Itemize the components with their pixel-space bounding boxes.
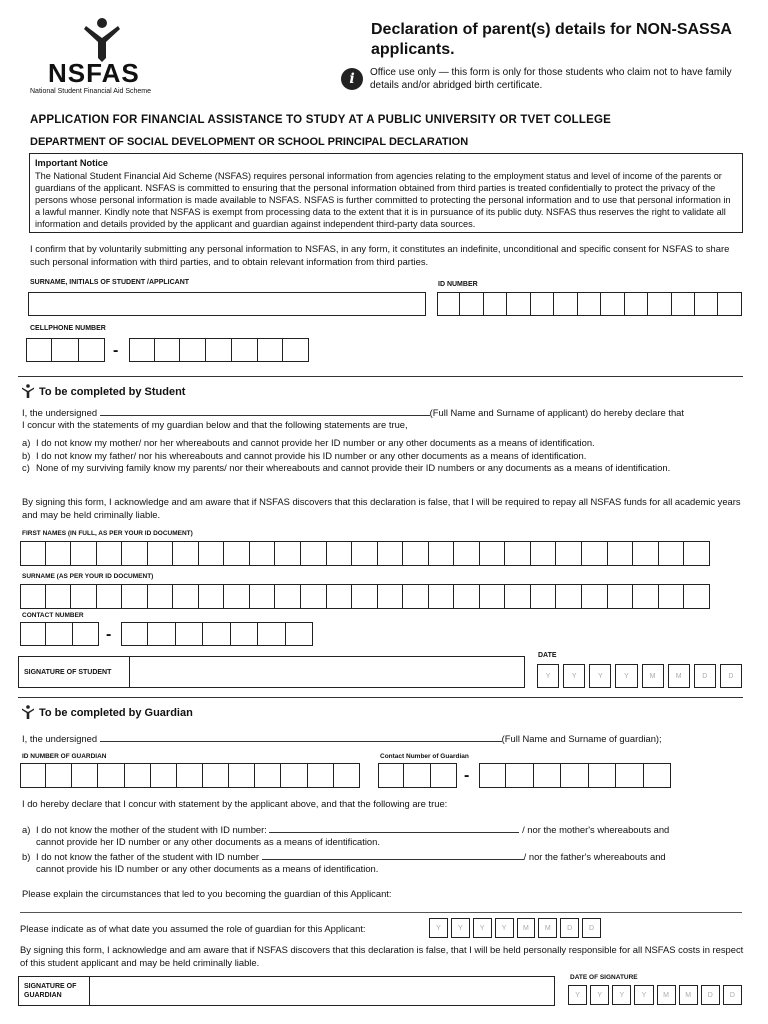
input-cell[interactable]	[334, 763, 360, 788]
cellphone-number-input[interactable]	[129, 338, 309, 362]
consent-statement: I confirm that by voluntarily submitting any personal information to NSFAS, in any form, it constitutes an indefinite, unconditional and specific consent for NSFAS to share such personal information with third parties, and to obtain relevant information from third parties.	[30, 243, 730, 267]
input-cell[interactable]	[327, 541, 353, 566]
input-cell[interactable]: M	[668, 664, 690, 688]
brand-name: NSFAS	[48, 58, 140, 88]
person-icon	[22, 705, 34, 719]
privacy-notice-box	[29, 153, 743, 233]
guardian-acknowledgement: By signing this form, I acknowledge and am aware that if NSFAS discovers that this declaration is false, that I will be held personally responsible for all NSFAS costs in respect of this student applicant and may be held criminally liable.	[20, 944, 744, 968]
input-cell[interactable]	[46, 584, 72, 609]
student-acknowledgement: By signing this form, I acknowledge and am aware that if NSFAS discovers that this declaration is false, that I will be required to repay all NSFAS funds for all academic years and may be held criminally liable.	[22, 496, 741, 520]
input-cell[interactable]	[20, 763, 46, 788]
input-cell[interactable]	[429, 584, 455, 609]
input-cell[interactable]	[173, 584, 199, 609]
input-cell[interactable]	[589, 763, 616, 788]
input-cell[interactable]	[98, 763, 124, 788]
input-cell[interactable]	[644, 763, 671, 788]
info-note: Office use only — this form is only for those students who claim not to have family details and/or abridged birth certificate.	[370, 67, 732, 91]
student-concur-text: I concur with the statements of my guardian below and that the following statements are true,	[22, 419, 408, 430]
input-cell[interactable]	[601, 292, 624, 316]
guardian-contact-label: Contact Number of Guardian	[380, 753, 469, 760]
input-cell[interactable]	[224, 541, 250, 566]
cellphone-dash: -	[113, 342, 119, 359]
surname-label: SURNAME (AS PER YOUR ID DOCUMENT)	[22, 573, 154, 580]
input-cell[interactable]	[275, 584, 301, 609]
surname-input[interactable]	[20, 584, 710, 609]
input-cell[interactable]	[148, 584, 174, 609]
input-cell[interactable]	[633, 541, 659, 566]
guardian-section-title: To be completed by Guardian	[39, 707, 193, 719]
input-cell[interactable]	[531, 584, 557, 609]
input-cell[interactable]	[258, 622, 285, 646]
input-cell[interactable]	[378, 541, 404, 566]
guardian-contact-number-input[interactable]	[479, 763, 671, 788]
input-cell[interactable]	[283, 338, 309, 362]
input-cell[interactable]: M	[538, 918, 557, 938]
list-marker: a)	[22, 437, 31, 448]
student-date-input[interactable]	[537, 664, 742, 688]
input-cell[interactable]	[97, 541, 123, 566]
undersigned-suffix: (Full Name and Surname of guardian);	[501, 733, 662, 744]
input-cell[interactable]	[352, 584, 378, 609]
applicant-id-number-input[interactable]	[437, 292, 742, 316]
nsfas-logo	[30, 14, 180, 100]
document-title: Declaration of parent(s) details for NON-SASSA applicants.	[371, 21, 732, 58]
input-cell[interactable]	[659, 584, 685, 609]
guardian-signature-input[interactable]	[89, 976, 555, 1006]
student-signature-label: SIGNATURE OF STUDENT	[18, 656, 130, 688]
input-cell[interactable]	[46, 541, 72, 566]
input-cell[interactable]	[659, 541, 685, 566]
input-cell[interactable]: M	[517, 918, 536, 938]
input-cell[interactable]: M	[679, 985, 698, 1005]
input-cell[interactable]	[199, 541, 225, 566]
student-signature-input[interactable]	[129, 656, 525, 688]
statement-text: I do not know the father of the student with ID number	[36, 851, 260, 862]
input-cell[interactable]	[505, 541, 531, 566]
statement-text: I do not know my mother/ nor her whereabouts and cannot provide her ID number or any other documents as a means of identification.	[36, 437, 595, 448]
list-item	[22, 462, 747, 475]
input-cell[interactable]	[327, 584, 353, 609]
brand-subtitle: National Student Financial Aid Scheme	[30, 88, 152, 95]
person-icon	[22, 384, 34, 398]
guardian-assumed-date-prompt: Please indicate as of what date you assumed the role of guardian for this Applicant:	[20, 923, 366, 934]
list-marker: a)	[22, 824, 31, 835]
input-cell[interactable]	[286, 622, 313, 646]
input-cell[interactable]	[73, 622, 99, 646]
guardian-contact-dash: -	[464, 767, 470, 784]
input-cell[interactable]	[352, 541, 378, 566]
input-cell[interactable]	[52, 338, 78, 362]
input-cell[interactable]	[26, 338, 52, 362]
input-cell[interactable]: D	[582, 918, 601, 938]
input-cell[interactable]: M	[657, 985, 676, 1005]
input-cell[interactable]: D	[723, 985, 742, 1005]
info-icon: i	[341, 68, 363, 90]
input-cell[interactable]	[554, 292, 577, 316]
input-cell[interactable]	[582, 541, 608, 566]
input-cell[interactable]	[122, 541, 148, 566]
input-cell[interactable]	[608, 541, 634, 566]
cellphone-label: CELLPHONE NUMBER	[30, 325, 106, 332]
input-cell[interactable]	[79, 338, 105, 362]
first-names-label: FIRST NAMES (IN FULL, AS PER YOUR ID DOCUMENT)	[22, 530, 193, 537]
sub-heading: DEPARTMENT OF SOCIAL DEVELOPMENT OR SCHOOL PRINCIPAL DECLARATION	[30, 136, 469, 148]
input-cell[interactable]	[480, 584, 506, 609]
input-cell[interactable]	[231, 622, 258, 646]
input-cell[interactable]	[148, 622, 175, 646]
undersigned-prefix: I, the undersigned	[22, 407, 98, 418]
guardian-id-label: ID NUMBER OF GUARDIAN	[22, 753, 107, 760]
input-cell[interactable]	[71, 541, 97, 566]
input-cell[interactable]: D	[720, 664, 742, 688]
input-cell[interactable]	[616, 763, 643, 788]
input-cell[interactable]	[20, 584, 46, 609]
input-cell[interactable]	[224, 584, 250, 609]
input-cell[interactable]	[301, 584, 327, 609]
input-cell[interactable]: Y	[537, 664, 559, 688]
input-cell[interactable]	[72, 763, 98, 788]
input-cell[interactable]	[625, 292, 648, 316]
input-cell[interactable]	[684, 541, 710, 566]
input-cell[interactable]: Y	[429, 918, 448, 938]
input-cell[interactable]	[275, 541, 301, 566]
input-cell[interactable]	[506, 763, 533, 788]
main-heading: APPLICATION FOR FINANCIAL ASSISTANCE TO STUDY AT A PUBLIC UNIVERSITY OR TVET COLLEGE	[30, 114, 611, 126]
input-cell[interactable]	[232, 338, 258, 362]
input-cell[interactable]	[531, 541, 557, 566]
input-cell[interactable]	[403, 541, 429, 566]
input-cell[interactable]: Y	[634, 985, 653, 1005]
student-undersigned-line	[22, 406, 684, 419]
input-cell[interactable]	[404, 763, 430, 788]
guardian-statement-a	[22, 823, 669, 836]
guardian-undersigned-line	[22, 732, 662, 745]
input-cell[interactable]	[480, 541, 506, 566]
input-cell[interactable]: Y	[473, 918, 492, 938]
guardian-explain-input[interactable]	[20, 912, 742, 913]
input-cell[interactable]: Y	[495, 918, 514, 938]
input-cell[interactable]	[378, 584, 404, 609]
guardian-assumed-date-input[interactable]	[429, 918, 601, 938]
input-cell[interactable]: Y	[563, 664, 585, 688]
input-cell[interactable]	[608, 584, 634, 609]
input-cell[interactable]	[301, 541, 327, 566]
input-cell[interactable]	[250, 541, 276, 566]
input-cell[interactable]	[431, 763, 457, 788]
input-cell[interactable]	[255, 763, 281, 788]
input-cell[interactable]	[129, 338, 155, 362]
guardian-section-divider	[18, 697, 743, 698]
input-cell[interactable]	[484, 292, 507, 316]
input-cell[interactable]	[203, 622, 230, 646]
input-cell[interactable]	[633, 584, 659, 609]
input-cell[interactable]	[20, 622, 46, 646]
input-cell[interactable]	[229, 763, 255, 788]
guardian-id-input[interactable]	[20, 763, 360, 788]
input-cell[interactable]	[206, 338, 232, 362]
guardian-statement-b-cont: cannot provide his ID number or any other documents as a means of identification.	[36, 863, 379, 874]
id-number-label: ID NUMBER	[438, 281, 478, 288]
list-marker: b)	[22, 449, 31, 461]
input-cell[interactable]	[199, 584, 225, 609]
list-item	[22, 437, 747, 450]
input-cell[interactable]	[125, 763, 151, 788]
input-cell[interactable]	[648, 292, 671, 316]
input-cell[interactable]	[71, 584, 97, 609]
guardian-statement-b	[22, 850, 666, 863]
contact-dash: -	[106, 626, 112, 643]
statement-text: I do not know my father/ nor his whereabouts and cannot provide his ID number or any other documents as a means of identification.	[36, 449, 587, 461]
input-cell[interactable]	[582, 584, 608, 609]
input-cell[interactable]	[505, 584, 531, 609]
input-cell[interactable]	[695, 292, 718, 316]
surname-initials-label: SURNAME, INITIALS OF STUDENT /APPLICANT	[30, 279, 190, 286]
input-cell[interactable]: Y	[612, 985, 631, 1005]
input-cell[interactable]	[507, 292, 530, 316]
input-cell[interactable]	[561, 763, 588, 788]
guardian-explain-prompt: Please explain the circumstances that led to you becoming the guardian of this Applicant:	[22, 888, 392, 899]
input-cell[interactable]: Y	[590, 985, 609, 1005]
input-cell[interactable]	[718, 292, 741, 316]
list-marker: b)	[22, 851, 31, 862]
input-cell[interactable]	[479, 763, 506, 788]
input-cell[interactable]	[155, 338, 181, 362]
notice-text: The National Student Financial Aid Scheme (NSFAS) requires personal information from agencies relating to the employment status and level of income of the parents or guardians of the applicant. NSFAS is committed to ensuring that the personal information obtained from third parties is treated confidentially to protect the privacy of the persons whose personal information is made available to NSFAS. NSFAS is further committed to protecting the personal information and to use that personal information in a lawful manner. Kindly note that NSFAS is exempt from processing data to the extent that it is in pursuance of its public duty. NSFAS thus reserves the right to validate all information and details provided by the applicant and guardian against independent third-party data sources.	[35, 171, 731, 229]
student-section-divider	[18, 376, 743, 377]
guardian-section-heading	[22, 705, 193, 719]
input-cell[interactable]	[403, 584, 429, 609]
input-cell[interactable]	[258, 338, 284, 362]
guardian-date-input[interactable]	[568, 985, 742, 1005]
input-cell[interactable]	[437, 292, 460, 316]
list-marker: c)	[22, 462, 30, 473]
undersigned-suffix: (Full Name and Surname of applicant) do hereby declare that	[429, 407, 684, 418]
student-full-name-input[interactable]	[100, 406, 430, 416]
input-cell[interactable]	[531, 292, 554, 316]
input-cell[interactable]: Y	[615, 664, 637, 688]
input-cell[interactable]	[203, 763, 229, 788]
student-section-heading	[22, 384, 185, 398]
contact-prefix-input[interactable]	[20, 622, 99, 646]
input-cell[interactable]	[460, 292, 483, 316]
statement-text: None of my surviving family know my parents/ nor their whereabouts and cannot provide their ID numbers or any documents as a means of identification.	[36, 462, 671, 473]
student-date-label: DATE	[538, 652, 557, 659]
contact-number-input[interactable]	[121, 622, 313, 646]
input-cell[interactable]	[122, 584, 148, 609]
list-item	[22, 450, 747, 463]
undersigned-prefix: I, the undersigned	[22, 733, 98, 744]
input-cell[interactable]	[177, 763, 203, 788]
statement-text: I do not know the mother of the student with ID number:	[36, 824, 267, 835]
input-cell[interactable]: Y	[568, 985, 587, 1005]
input-cell[interactable]	[46, 622, 72, 646]
input-cell[interactable]	[97, 584, 123, 609]
input-cell[interactable]	[250, 584, 276, 609]
input-cell[interactable]	[308, 763, 334, 788]
statement-tail: / nor the mother's whereabouts and	[522, 824, 670, 835]
input-cell[interactable]	[429, 541, 455, 566]
input-cell[interactable]	[556, 541, 582, 566]
input-cell[interactable]	[378, 763, 404, 788]
statement-tail: / nor the father's whereabouts and	[523, 851, 666, 862]
input-cell[interactable]	[684, 584, 710, 609]
student-statements-list	[22, 437, 747, 475]
input-cell[interactable]: D	[560, 918, 579, 938]
input-cell[interactable]: Y	[451, 918, 470, 938]
input-cell[interactable]	[281, 763, 307, 788]
father-id-input[interactable]	[262, 850, 524, 860]
input-cell[interactable]	[148, 541, 174, 566]
input-cell[interactable]: D	[694, 664, 716, 688]
input-cell[interactable]: D	[701, 985, 720, 1005]
surname-initials-input[interactable]	[28, 292, 426, 316]
input-cell[interactable]	[20, 541, 46, 566]
input-cell[interactable]	[454, 584, 480, 609]
first-names-input[interactable]	[20, 541, 710, 566]
guardian-signature-label: SIGNATURE OF GUARDIAN	[18, 976, 90, 1006]
input-cell[interactable]: Y	[589, 664, 611, 688]
input-cell[interactable]: M	[642, 664, 664, 688]
guardian-statement-a-cont: cannot provide her ID number or any other documents as a means of identification.	[36, 836, 380, 847]
cellphone-prefix-input[interactable]	[26, 338, 105, 362]
input-cell[interactable]	[534, 763, 561, 788]
input-cell[interactable]	[173, 541, 199, 566]
input-cell[interactable]	[454, 541, 480, 566]
guardian-full-name-input[interactable]	[100, 732, 502, 742]
student-section-title: To be completed by Student	[39, 386, 186, 398]
notice-title: Important Notice	[35, 158, 108, 168]
guardian-date-label: DATE OF SIGNATURE	[570, 974, 638, 981]
input-cell[interactable]	[46, 763, 72, 788]
input-cell[interactable]	[578, 292, 601, 316]
input-cell[interactable]	[556, 584, 582, 609]
contact-number-label: CONTACT NUMBER	[22, 612, 84, 619]
mother-id-input[interactable]	[269, 823, 519, 833]
input-cell[interactable]	[121, 622, 148, 646]
guardian-contact-prefix-input[interactable]	[378, 763, 457, 788]
input-cell[interactable]	[672, 292, 695, 316]
guardian-concur-text: I do hereby declare that I concur with statement by the applicant above, and that the following are true:	[22, 798, 448, 809]
input-cell[interactable]	[176, 622, 203, 646]
input-cell[interactable]	[180, 338, 206, 362]
input-cell[interactable]	[151, 763, 177, 788]
